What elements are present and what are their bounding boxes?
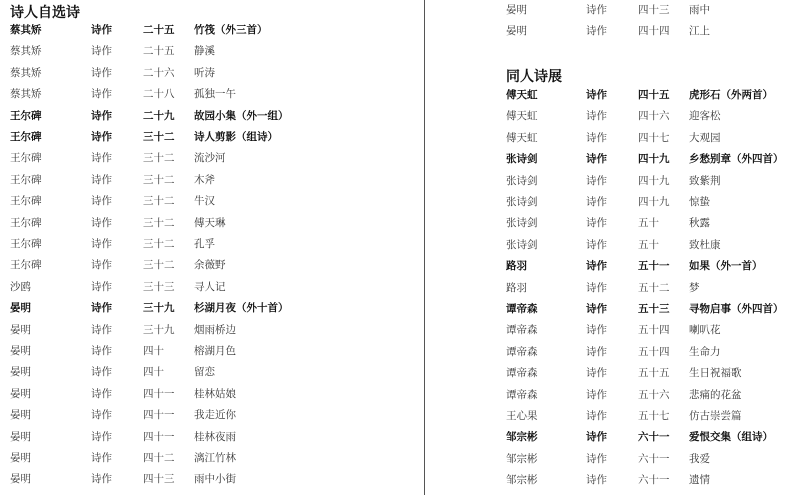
issue-number: 五十三 <box>638 303 670 315</box>
issue-number: 四十一 <box>143 387 175 400</box>
issue-number: 六十一 <box>638 474 670 487</box>
author-name: 蔡其矫 <box>10 45 42 58</box>
poem-title: 仿古崇尝篇 <box>689 410 742 422</box>
poem-title: 桂林夜雨 <box>194 430 236 443</box>
genre-label: 诗作 <box>586 260 607 273</box>
author-name: 晏明 <box>10 302 31 315</box>
genre-label: 诗作 <box>91 473 112 486</box>
author-name: 王尔碑 <box>10 131 42 143</box>
author-name: 张诗剑 <box>506 174 538 187</box>
poem-title: 我爱 <box>689 452 710 465</box>
poem-title: 流沙河 <box>194 152 226 165</box>
poem-title: 竹筏（外三首） <box>194 24 268 36</box>
genre-label: 诗作 <box>586 303 607 315</box>
genre-label: 诗作 <box>91 173 112 186</box>
author-name: 谭帝森 <box>506 303 538 315</box>
poem-title: 寻人记 <box>194 280 226 293</box>
author-name: 蔡其矫 <box>10 88 42 101</box>
issue-number: 四十六 <box>638 110 670 123</box>
poem-title: 漓江竹林 <box>194 452 236 464</box>
genre-label: 诗作 <box>586 452 607 465</box>
issue-number: 六十一 <box>638 431 670 444</box>
author-name: 王尔碑 <box>10 109 42 122</box>
author-name: 晏明 <box>10 430 31 443</box>
genre-label: 诗作 <box>586 153 607 166</box>
poem-title: 孤独一午 <box>194 88 236 101</box>
genre-label: 诗作 <box>586 345 607 358</box>
author-name: 晏明 <box>10 452 31 464</box>
genre-label: 诗作 <box>586 89 607 101</box>
author-name: 晏明 <box>10 345 31 357</box>
issue-number: 四十九 <box>638 153 670 166</box>
genre-label: 诗作 <box>586 238 607 251</box>
poem-title: 孔孚 <box>194 238 215 250</box>
poem-title: 秋露 <box>689 217 710 230</box>
issue-number: 四十 <box>143 366 164 379</box>
poem-title: 余薇野 <box>194 259 226 272</box>
column-divider <box>424 0 425 495</box>
genre-label: 诗作 <box>586 324 607 337</box>
author-name: 谭帝森 <box>506 388 538 401</box>
genre-label: 诗作 <box>91 131 112 143</box>
poem-title: 乡愁别章（外四首） <box>689 153 784 166</box>
poem-title: 雨中小街 <box>194 473 236 486</box>
author-name: 晏明 <box>10 409 31 422</box>
author-name: 张诗剑 <box>506 238 538 251</box>
genre-label: 诗作 <box>91 323 112 336</box>
issue-number: 四十九 <box>638 174 670 187</box>
issue-number: 六十一 <box>638 452 670 465</box>
author-name: 张诗剑 <box>506 217 538 230</box>
poem-title: 杉湖月夜（外十首） <box>194 302 289 315</box>
poem-title: 留恋 <box>194 366 215 379</box>
poem-title: 寻物启事（外四首） <box>689 303 784 315</box>
issue-number: 三十二 <box>143 152 175 165</box>
author-name: 路羽 <box>506 260 527 273</box>
genre-label: 诗作 <box>91 345 112 357</box>
issue-number: 五十 <box>638 238 659 251</box>
section-heading: 诗人自选诗 <box>10 5 80 21</box>
issue-number: 三十三 <box>143 280 175 293</box>
genre-label: 诗作 <box>586 367 607 380</box>
genre-label: 诗作 <box>91 280 112 293</box>
poem-title: 江上 <box>689 25 710 38</box>
poem-title: 傅天琳 <box>194 216 226 229</box>
genre-label: 诗作 <box>91 195 112 208</box>
genre-label: 诗作 <box>586 4 607 16</box>
author-name: 晏明 <box>10 323 31 336</box>
poem-title: 爱恨交集（组诗） <box>689 431 773 444</box>
issue-number: 五十六 <box>638 388 670 401</box>
genre-label: 诗作 <box>91 88 112 101</box>
issue-number: 二十五 <box>143 45 175 58</box>
issue-number: 五十四 <box>638 324 670 337</box>
author-name: 蔡其矫 <box>10 24 42 36</box>
issue-number: 二十九 <box>143 109 175 122</box>
author-name: 邹宗彬 <box>506 431 538 444</box>
issue-number: 四十九 <box>638 196 670 208</box>
issue-number: 五十一 <box>638 260 670 273</box>
author-name: 王心果 <box>506 410 538 422</box>
poem-title: 桂林姑娘 <box>194 387 236 400</box>
author-name: 王尔碑 <box>10 173 42 186</box>
poem-title: 惊蛰 <box>689 196 710 208</box>
genre-label: 诗作 <box>586 281 607 294</box>
issue-number: 三十九 <box>143 323 175 336</box>
issue-number: 五十 <box>638 217 659 230</box>
author-name: 晏明 <box>10 387 31 400</box>
poem-title: 雨中 <box>689 4 710 16</box>
poem-title: 悲痛的花盆 <box>689 388 742 401</box>
poem-title: 梦 <box>689 281 700 294</box>
genre-label: 诗作 <box>586 474 607 487</box>
author-name: 谭帝森 <box>506 345 538 358</box>
poem-title: 虎形石（外两首） <box>689 89 773 101</box>
genre-label: 诗作 <box>91 387 112 400</box>
poem-title: 遗情 <box>689 474 710 487</box>
author-name: 傅天虹 <box>506 110 538 123</box>
issue-number: 五十二 <box>638 281 670 294</box>
poem-title: 故园小集（外一组） <box>194 109 289 122</box>
poem-title: 榕湖月色 <box>194 345 236 357</box>
issue-number: 二十五 <box>143 24 175 36</box>
issue-number: 三十二 <box>143 195 175 208</box>
author-name: 王尔碑 <box>10 216 42 229</box>
author-name: 谭帝森 <box>506 324 538 337</box>
genre-label: 诗作 <box>586 217 607 230</box>
author-name: 邹宗彬 <box>506 474 538 487</box>
genre-label: 诗作 <box>586 388 607 401</box>
author-name: 傅天虹 <box>506 89 538 101</box>
issue-number: 三十二 <box>143 259 175 272</box>
genre-label: 诗作 <box>91 24 112 36</box>
issue-number: 三十九 <box>143 302 175 315</box>
genre-label: 诗作 <box>91 152 112 165</box>
genre-label: 诗作 <box>91 66 112 79</box>
genre-label: 诗作 <box>586 25 607 38</box>
issue-number: 四十一 <box>143 409 175 422</box>
poem-title: 我走近你 <box>194 409 236 422</box>
genre-label: 诗作 <box>91 238 112 250</box>
genre-label: 诗作 <box>91 409 112 422</box>
author-name: 王尔碑 <box>10 152 42 165</box>
issue-number: 四十四 <box>638 25 670 38</box>
genre-label: 诗作 <box>91 216 112 229</box>
genre-label: 诗作 <box>586 410 607 422</box>
issue-number: 三十二 <box>143 216 175 229</box>
author-name: 晏明 <box>10 473 31 486</box>
author-name: 蔡其矫 <box>10 66 42 79</box>
issue-number: 二十六 <box>143 66 175 79</box>
genre-label: 诗作 <box>91 45 112 58</box>
author-name: 张诗剑 <box>506 196 538 208</box>
author-name: 晏明 <box>506 4 527 16</box>
author-name: 谭帝森 <box>506 367 538 380</box>
issue-number: 四十一 <box>143 430 175 443</box>
poem-title: 生命力 <box>689 345 721 358</box>
issue-number: 五十七 <box>638 410 670 422</box>
poem-title: 牛汉 <box>194 195 215 208</box>
author-name: 沙鸥 <box>10 280 31 293</box>
issue-number: 四十七 <box>638 131 670 144</box>
genre-label: 诗作 <box>91 259 112 272</box>
poem-title: 喇叭花 <box>689 324 721 337</box>
issue-number: 四十 <box>143 345 164 357</box>
issue-number: 三十二 <box>143 238 175 250</box>
poem-title: 致杜康 <box>689 238 721 251</box>
genre-label: 诗作 <box>586 110 607 123</box>
genre-label: 诗作 <box>586 174 607 187</box>
issue-number: 五十五 <box>638 367 670 380</box>
author-name: 傅天虹 <box>506 131 538 144</box>
issue-number: 四十五 <box>638 89 670 101</box>
issue-number: 四十三 <box>638 4 670 16</box>
poem-title: 诗人剪影（组诗） <box>194 131 278 143</box>
author-name: 王尔碑 <box>10 259 42 272</box>
author-name: 王尔碑 <box>10 238 42 250</box>
issue-number: 二十八 <box>143 88 175 101</box>
author-name: 张诗剑 <box>506 153 538 166</box>
author-name: 路羽 <box>506 281 527 294</box>
genre-label: 诗作 <box>586 196 607 208</box>
poem-title: 生日祝福歌 <box>689 367 742 380</box>
genre-label: 诗作 <box>91 452 112 464</box>
issue-number: 四十二 <box>143 452 175 464</box>
section-heading: 同人诗展 <box>506 69 562 85</box>
genre-label: 诗作 <box>91 109 112 122</box>
author-name: 王尔碑 <box>10 195 42 208</box>
poem-title: 烟雨桥边 <box>194 323 236 336</box>
genre-label: 诗作 <box>91 302 112 315</box>
poem-title: 如果（外一首） <box>689 260 763 273</box>
genre-label: 诗作 <box>91 366 112 379</box>
issue-number: 三十二 <box>143 173 175 186</box>
genre-label: 诗作 <box>586 431 607 444</box>
issue-number: 四十三 <box>143 473 175 486</box>
poem-title: 大观园 <box>689 131 721 144</box>
genre-label: 诗作 <box>91 430 112 443</box>
author-name: 晏明 <box>506 25 527 38</box>
poem-title: 迎客松 <box>689 110 721 123</box>
genre-label: 诗作 <box>586 131 607 144</box>
author-name: 晏明 <box>10 366 31 379</box>
poem-title: 听涛 <box>194 66 215 79</box>
issue-number: 三十二 <box>143 131 175 143</box>
poem-title: 木斧 <box>194 173 215 186</box>
author-name: 邹宗彬 <box>506 452 538 465</box>
poem-title: 致紫荆 <box>689 174 721 187</box>
issue-number: 五十四 <box>638 345 670 358</box>
poem-title: 静溪 <box>194 45 215 58</box>
